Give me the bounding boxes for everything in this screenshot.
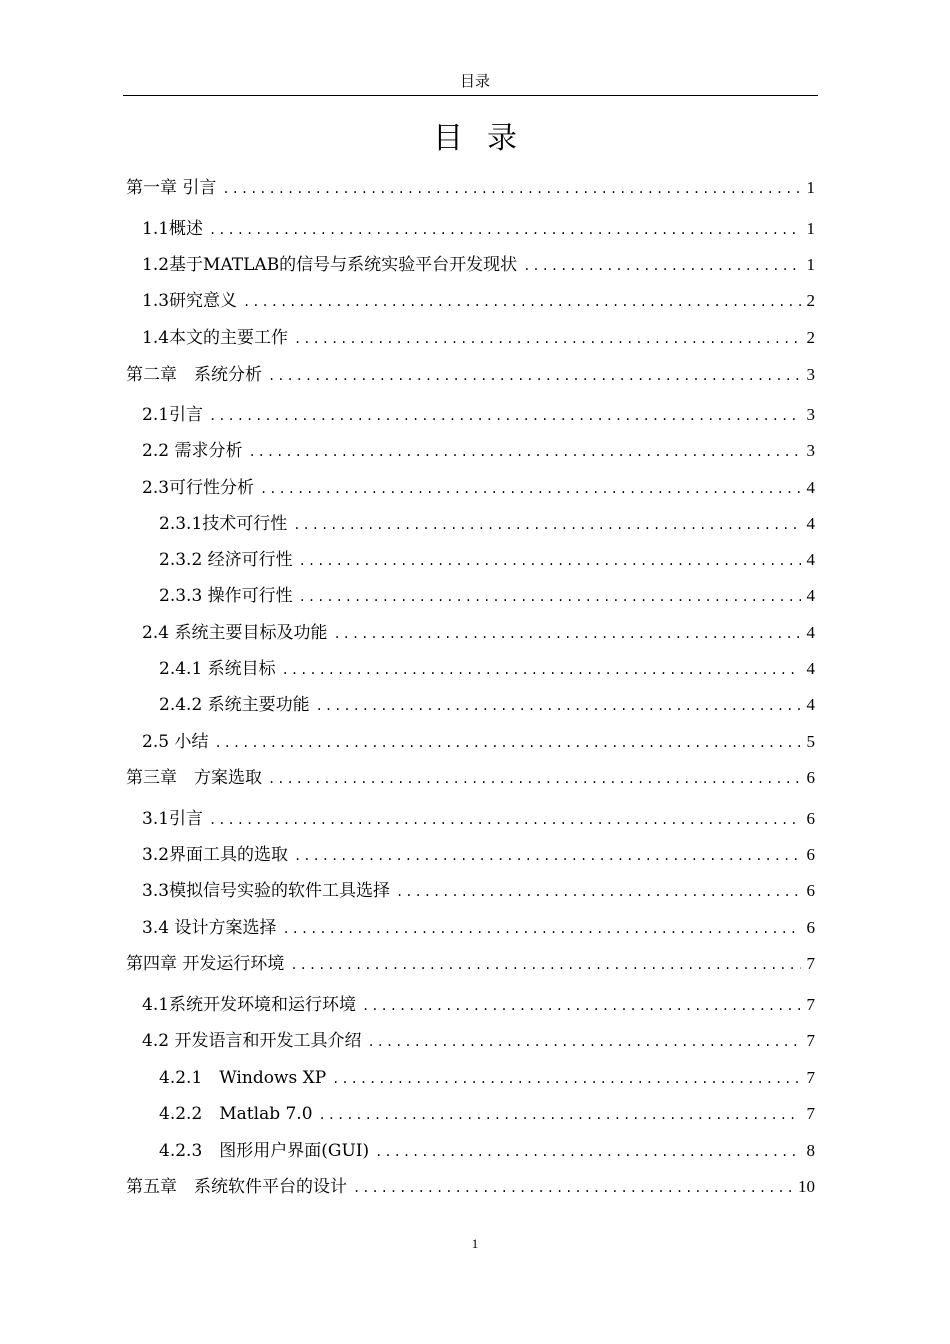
dot-leader: [353, 1176, 792, 1200]
toc-entry-label: 第一章 引言: [126, 178, 217, 198]
toc-entry-page: 6: [806, 845, 815, 864]
toc-entry-label: 第四章 开发运行环境: [126, 954, 285, 974]
toc-entry-page: 4: [806, 623, 815, 642]
toc-entry-page: 2: [806, 291, 815, 310]
toc-entry-label: 1.2基于MATLAB的信号与系统实验平台开发现状: [142, 255, 518, 275]
toc-entry-label: 4.2 开发语言和开发工具介绍: [142, 1031, 362, 1051]
dot-leader: [319, 1103, 801, 1127]
toc-entry-label: 2.3.2 经济可行性: [159, 550, 293, 570]
toc-entry-label: 第三章 方案选取: [126, 768, 262, 788]
toc-entry-page: 4: [806, 659, 815, 678]
dot-leader: [294, 844, 800, 868]
toc-entry-page: 4: [806, 695, 815, 714]
toc-entry-page: 7: [806, 995, 815, 1014]
dot-leader: [290, 953, 800, 977]
toc-entry-page: 3: [806, 441, 815, 460]
toc-entry-label: 第五章 系统软件平台的设计: [126, 1177, 347, 1197]
toc-entry-label: 1.1概述: [142, 219, 204, 239]
toc-entry[interactable]: [142, 289, 815, 314]
toc-entry-label: 3.4 设计方案选择: [142, 918, 277, 938]
toc-entry[interactable]: [126, 1175, 815, 1200]
toc-entry-label: 1.3研究意义: [142, 291, 238, 311]
toc-entry[interactable]: [142, 253, 815, 278]
toc-entry-page: 6: [806, 768, 815, 787]
toc-entry[interactable]: [126, 363, 815, 388]
dot-leader: [209, 808, 800, 832]
toc-entry[interactable]: [159, 512, 815, 537]
toc-entry-label: 3.3模拟信号实验的软件工具选择: [142, 881, 391, 901]
toc-entry-label: 2.4 系统主要目标及功能: [142, 623, 328, 643]
toc-entry-label: 3.1引言: [142, 809, 204, 829]
toc-entry-page: 6: [806, 809, 815, 828]
dot-leader: [268, 767, 801, 791]
toc-entry-label: 2.4.1 系统目标: [159, 659, 276, 679]
toc-entry[interactable]: [159, 1102, 815, 1127]
dot-leader: [222, 177, 800, 201]
dot-leader: [248, 440, 800, 464]
toc-entry-page: 4: [806, 586, 815, 605]
toc-entry[interactable]: [142, 326, 815, 351]
toc-entry-page: 4: [806, 550, 815, 569]
toc-entry-label: 3.2界面工具的选取: [142, 845, 289, 865]
toc-entry[interactable]: [159, 584, 815, 609]
toc-entry-label: 4.2.2 Matlab 7.0: [159, 1104, 313, 1124]
dot-leader: [375, 1140, 800, 1164]
dot-leader: [299, 585, 801, 609]
dot-leader: [282, 917, 800, 941]
toc-entry-page: 2: [806, 328, 815, 347]
toc-entry-label: 4.2.1 Windows XP: [159, 1068, 327, 1088]
toc-title: 目录: [433, 121, 541, 156]
dot-leader: [214, 731, 800, 755]
dot-leader: [332, 1067, 800, 1091]
toc-entry-label: 2.3.1技术可行性: [159, 514, 288, 534]
dot-leader: [367, 1030, 800, 1054]
dot-leader: [243, 290, 800, 314]
page-number: 1: [471, 1236, 479, 1251]
toc-entry-page: 7: [806, 954, 815, 973]
dot-leader: [299, 549, 801, 573]
toc-entry-page: 10: [798, 1177, 815, 1196]
toc-entry[interactable]: [142, 879, 815, 904]
toc-entry[interactable]: [142, 439, 815, 464]
dot-leader: [362, 994, 800, 1018]
toc-entry[interactable]: [142, 403, 815, 428]
toc-entry[interactable]: [159, 657, 815, 682]
toc-entry-label: 2.3可行性分析: [142, 478, 255, 498]
toc-entry-label: 2.2 需求分析: [142, 441, 243, 461]
toc-entry-page: 3: [806, 365, 815, 384]
toc-entry-page: 1: [806, 219, 815, 238]
toc-entry[interactable]: [159, 548, 815, 573]
dot-leader: [293, 513, 800, 537]
toc-entry-page: 3: [806, 405, 815, 424]
dot-leader: [268, 364, 801, 388]
toc-entry-page: 7: [806, 1068, 815, 1087]
toc-entry-page: 7: [806, 1031, 815, 1050]
toc-entry-page: 1: [806, 178, 815, 197]
dot-leader: [316, 694, 801, 718]
toc-entry[interactable]: [142, 730, 815, 755]
toc-entry-page: 6: [806, 918, 815, 937]
dot-leader: [333, 622, 800, 646]
toc-entry[interactable]: [126, 952, 815, 977]
toc-entry-label: 1.4本文的主要工作: [142, 328, 289, 348]
toc-entry-label: 2.3.3 操作可行性: [159, 586, 293, 606]
toc-entry[interactable]: [142, 1029, 815, 1054]
toc-entry[interactable]: [159, 1139, 815, 1164]
toc-entry-page: 6: [806, 881, 815, 900]
toc-entry-page: 5: [806, 732, 815, 751]
toc-entry[interactable]: [159, 693, 815, 718]
running-header: 目录: [459, 72, 490, 90]
dot-leader: [209, 218, 800, 242]
toc-entry[interactable]: [142, 476, 815, 501]
toc-entry[interactable]: [126, 176, 815, 201]
dot-leader: [260, 477, 800, 501]
dot-leader: [523, 254, 800, 278]
toc-entry-page: 8: [806, 1141, 815, 1160]
toc-entry-label: 2.4.2 系统主要功能: [159, 695, 310, 715]
toc-entry[interactable]: [142, 807, 815, 832]
toc-entry[interactable]: [142, 217, 815, 242]
toc-entry-page: 7: [806, 1104, 815, 1123]
toc-entry-page: 4: [806, 478, 815, 497]
toc-entry[interactable]: [142, 993, 815, 1018]
toc-entry-label: 2.1引言: [142, 405, 204, 425]
toc-entry-label: 2.5 小结: [142, 732, 209, 752]
toc-entry-page: 4: [806, 514, 815, 533]
toc-entry[interactable]: [126, 766, 815, 791]
toc-entry-label: 第二章 系统分析: [126, 365, 262, 385]
toc-entry[interactable]: [142, 621, 815, 646]
dot-leader: [282, 658, 801, 682]
toc-entry-label: 4.1系统开发环境和运行环境: [142, 995, 357, 1015]
dot-leader: [396, 880, 800, 904]
dot-leader: [209, 404, 800, 428]
dot-leader: [294, 327, 800, 351]
toc-entry[interactable]: [142, 916, 815, 941]
toc-entry-page: 1: [806, 255, 815, 274]
toc-entry-label: 4.2.3 图形用户界面(GUI): [159, 1141, 370, 1161]
toc-entry[interactable]: [142, 843, 815, 868]
toc-entry[interactable]: [159, 1066, 815, 1091]
